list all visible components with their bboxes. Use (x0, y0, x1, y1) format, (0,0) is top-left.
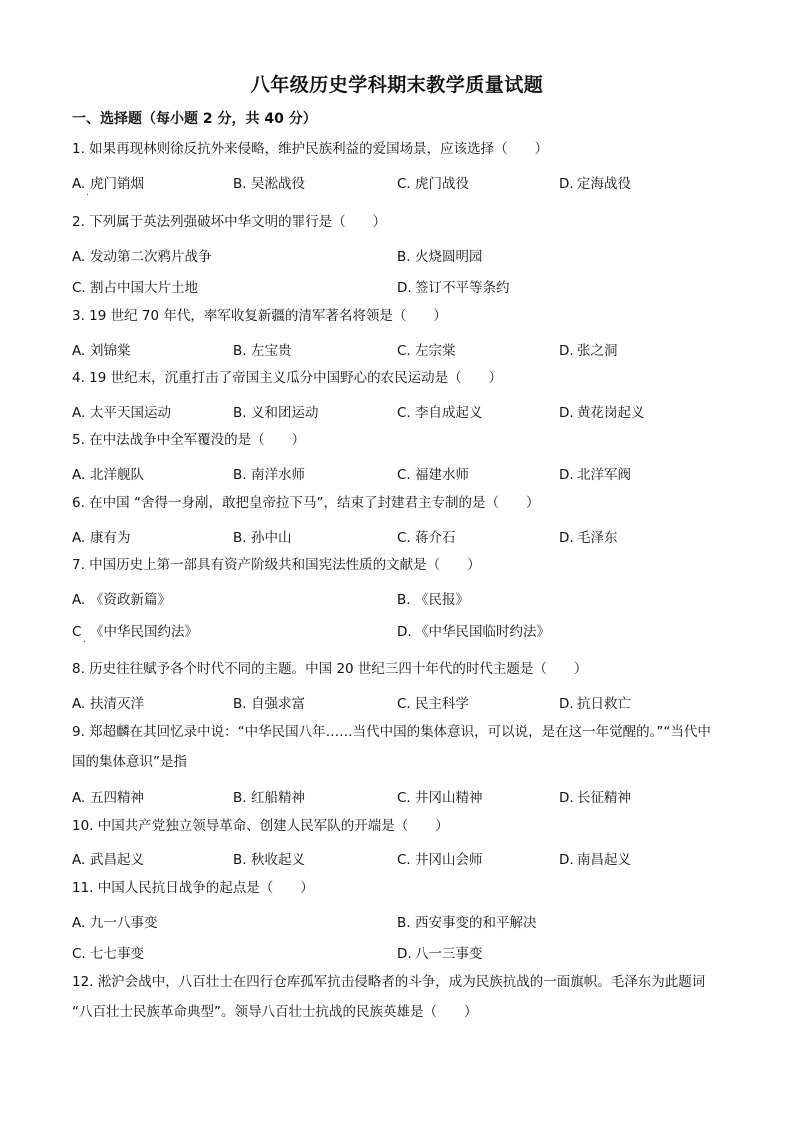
question-stem: 2. 下列属于英法列强破坏中华文明的罪行是（ ） (72, 214, 387, 230)
option: D. 张之洞 (559, 343, 618, 359)
question-stem: 8. 历史往往赋予各个时代不同的主题。中国 20 世纪三四十年代的时代主题是（ ） (72, 661, 588, 677)
option: A. 武昌起义 (72, 852, 144, 868)
option: A. 扶清灭洋 (72, 696, 144, 712)
option: A. 康有为 (72, 530, 131, 546)
option: D. 八一三事变 (397, 946, 483, 962)
stray-mark: · (83, 637, 87, 648)
option: A. 北洋舰队 (72, 467, 144, 483)
option: B. 南洋水师 (233, 467, 305, 483)
option: C. 福建水师 (397, 467, 469, 483)
option: A. 太平天国运动 (72, 405, 171, 421)
option: B. 左宝贵 (233, 343, 292, 359)
option: C. 虎门战役 (397, 176, 469, 192)
option: D. 北洋军阀 (559, 467, 631, 483)
option: A. 九一八事变 (72, 915, 158, 931)
option: D. 长征精神 (559, 790, 631, 806)
question-stem: 3. 19 世纪 70 年代，率军收复新疆的清军著名将领是（ ） (72, 308, 447, 324)
option: C. 七七事变 (72, 946, 144, 962)
option: D. 毛泽东 (559, 530, 618, 546)
option: D. 签订不平等条约 (397, 280, 510, 296)
question-stem: 10. 中国共产党独立领导革命、创建人民军队的开端是（ ） (72, 818, 449, 834)
option: B. 孙中山 (233, 530, 292, 546)
option: C. 割占中国大片土地 (72, 280, 198, 296)
question-stem: 9. 郑超麟在其回忆录中说：“中华民国八年……当代中国的集体意识，可以说，是在这一年觉醒的。”“当代中国的集体意识”是指 (72, 724, 711, 770)
option: A. 《资政新篇》 (72, 592, 171, 608)
option: A. 刘锦棠 (72, 343, 131, 359)
option: B. 吴淞战役 (233, 176, 305, 192)
option: D. 定海战役 (559, 176, 631, 192)
option: A. 五四精神 (72, 790, 144, 806)
option: C. 左宗棠 (397, 343, 456, 359)
option: B. 自强求富 (233, 696, 305, 712)
option: C. 民主科学 (397, 696, 469, 712)
section-heading: 一、选择题（每小题 2 分，共 40 分） (72, 111, 317, 127)
option: C 《中华民国约法》 (72, 624, 198, 640)
option: D. 南昌起义 (559, 852, 631, 868)
option: C. 井冈山精神 (397, 790, 483, 806)
question-stem: 11. 中国人民抗日战争的起点是（ ） (72, 880, 314, 896)
question-stem: 5. 在中法战争中全军覆没的是（ ） (72, 432, 306, 448)
option: A. 虎门销烟 (72, 176, 144, 192)
option: D. 黄花岗起义 (559, 405, 645, 421)
option: B. 红船精神 (233, 790, 305, 806)
option: B. 秋收起义 (233, 852, 305, 868)
question-stem: 7. 中国历史上第一部具有资产阶级共和国宪法性质的文献是（ ） (72, 557, 481, 573)
page-title: 八年级历史学科期末教学质量试题 (250, 74, 544, 96)
option: B. 义和团运动 (233, 405, 319, 421)
question-stem: 1. 如果再现林则徐反抗外来侵略，维护民族利益的爱国场景，应该选择（ ） (72, 141, 549, 157)
option: C. 李自成起义 (397, 405, 483, 421)
question-stem: 4. 19 世纪末，沉重打击了帝国主义瓜分中国野心的农民运动是（ ） (72, 370, 503, 386)
option: B. 西安事变的和平解决 (397, 915, 537, 931)
option: C. 井冈山会师 (397, 852, 483, 868)
stray-mark: · (86, 190, 90, 201)
option: D. 《中华民国临时约法》 (397, 624, 550, 640)
option: C. 蒋介石 (397, 530, 456, 546)
option: B. 《民报》 (397, 592, 469, 608)
question-stem: 12. 淞沪会战中，八百壮士在四行仓库孤军抗击侵略者的斗争，成为民族抗战的一面旗帜。毛泽东为此题词 “八百壮士民族革命典型”。领导八百壮士抗战的民族英雄是（ ） (72, 974, 706, 1020)
option: B. 火烧圆明园 (397, 249, 483, 265)
option: A. 发动第二次鸦片战争 (72, 249, 212, 265)
option: D. 抗日救亡 (559, 696, 631, 712)
question-stem: 6. 在中国 “舍得一身剐，敢把皇帝拉下马”，结束了封建君主专制的是（ ） (72, 495, 540, 511)
